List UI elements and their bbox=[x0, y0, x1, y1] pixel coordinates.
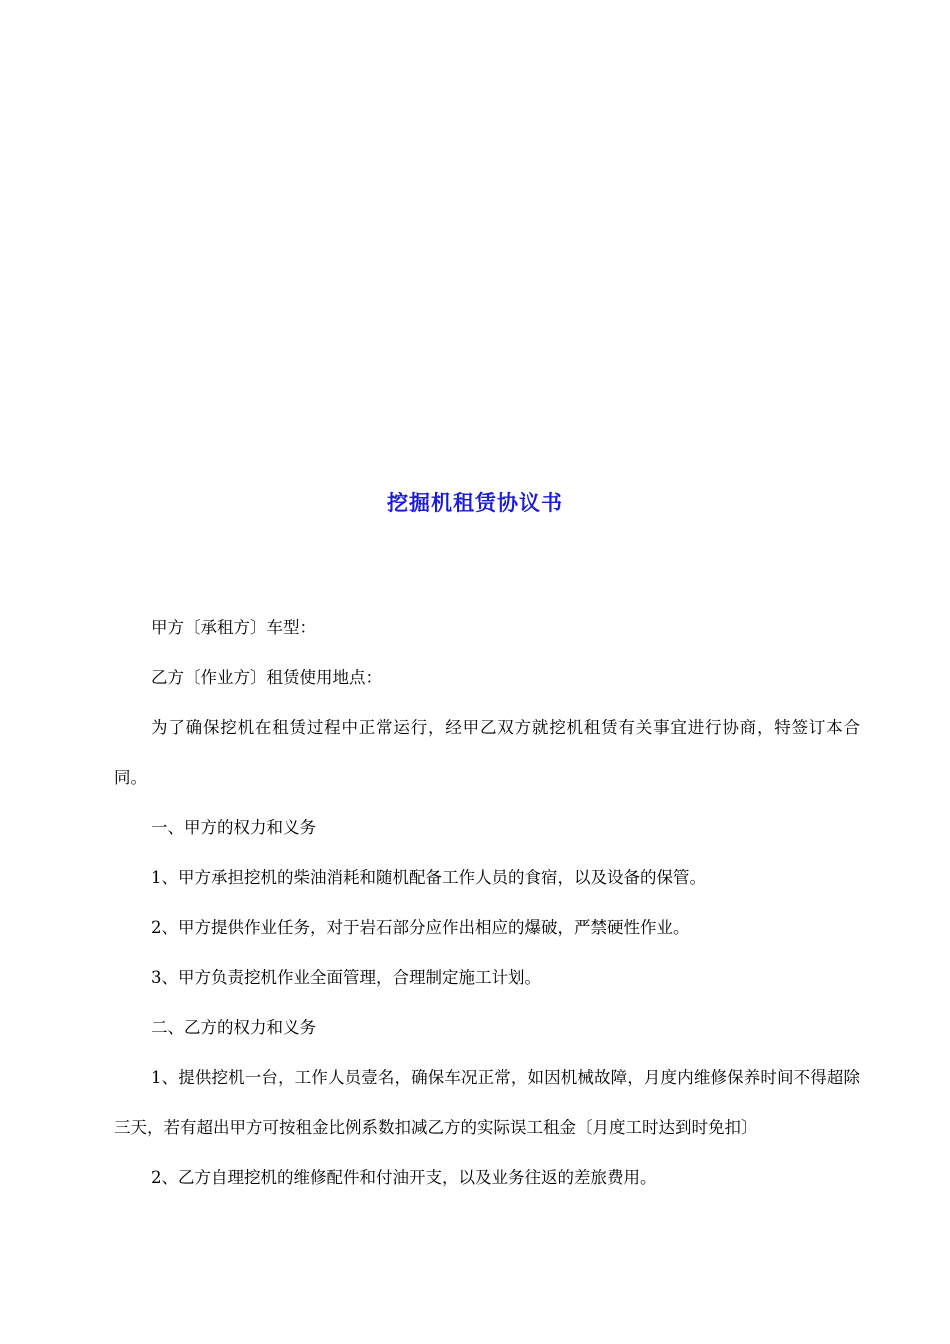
clause-b-1: 1、提供挖机一台，工作人员壹名，确保车况正常，如因机械故障，月度内维修保养时间不得超除三天，若有超出甲方可按租金比例系数扣减乙方的实际误工租金〔月度工时达到时免扣〕 bbox=[114, 1068, 860, 1137]
clause-b-2: 2、乙方自理挖机的维修配件和付油开支，以及业务往返的差旅费用。 bbox=[151, 1168, 657, 1187]
clause-a-2: 2、甲方提供作业任务，对于岩石部分应作出相应的爆破，严禁硬性作业。 bbox=[151, 918, 690, 937]
document-body bbox=[114, 603, 860, 1203]
clause-a-1: 1、甲方承担挖机的柴油消耗和随机配备工作人员的食宿，以及设备的保管。 bbox=[151, 868, 706, 887]
section-heading-party-a: 一、甲方的权力和义务 bbox=[151, 818, 316, 837]
clause-a-3: 3、甲方负责挖机作业全面管理，合理制定施工计划。 bbox=[151, 968, 541, 987]
party-b-line: 乙方〔作业方〕租赁使用地点： bbox=[151, 668, 382, 687]
document-title: 挖掘机租赁协议书 bbox=[387, 491, 563, 515]
party-a-line: 甲方〔承租方〕车型： bbox=[151, 618, 316, 637]
section-heading-party-b: 二、乙方的权力和义务 bbox=[151, 1018, 316, 1037]
preamble-paragraph: 为了确保挖机在租赁过程中正常运行，经甲乙双方就挖机租赁有关事宜进行协商，特签订本合同。 bbox=[114, 718, 860, 787]
